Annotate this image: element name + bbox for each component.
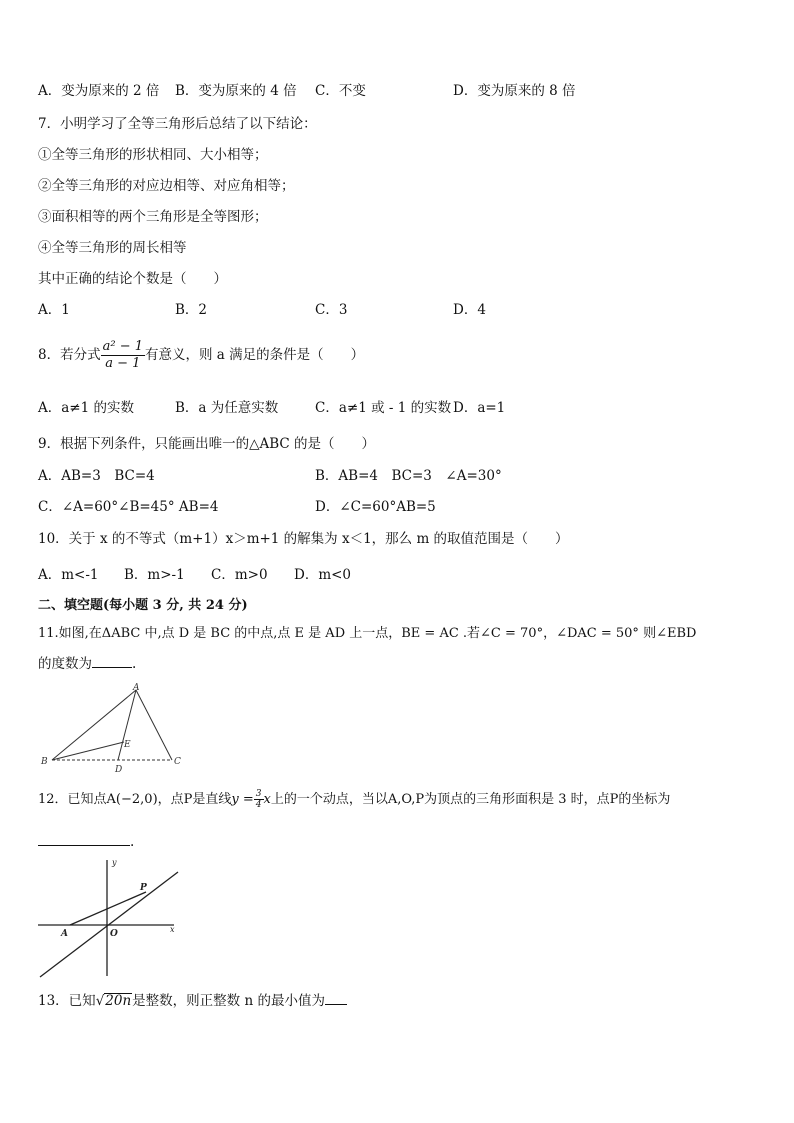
q7-option-a: A．1 (38, 302, 70, 318)
q8-suffix: 有意义，则 a 满足的条件是（ ） (144, 347, 365, 363)
q12-slope-numerator: 3 (255, 789, 262, 799)
q7-question: 其中正确的结论个数是（ ） (38, 271, 227, 287)
q11-label-e: E (124, 740, 131, 750)
q8-stem (38, 333, 364, 377)
q12-label-y: y (112, 858, 117, 867)
q12-answer-blank (38, 845, 130, 846)
q9-option-a: A．AB=3 BC=4 (38, 468, 155, 484)
q11-label-b: B (41, 757, 48, 767)
q8-fraction-denominator: a − 1 (105, 356, 141, 371)
q13-answer-blank (325, 1004, 347, 1005)
q8-option-d: D．a=1 (453, 400, 506, 416)
q7-statement-4: ④全等三角形的周长相等 (38, 240, 187, 256)
q12-label-x: x (170, 925, 175, 934)
q13-radicand: 20n (105, 993, 132, 1009)
q12-label-p: P (140, 883, 147, 893)
q6-option-b: B．变为原来的 4 倍 (175, 83, 297, 99)
q12-line2 (38, 833, 134, 851)
q8-fraction (101, 339, 145, 372)
q12-label-o: O (110, 929, 118, 939)
q11-label-a: A (133, 683, 140, 693)
q12-part2: 上的一个动点，当以A,O,P为顶点的三角形面积是 3 时，点P的坐标为 (270, 792, 671, 807)
q6-option-c: C．不变 (315, 83, 366, 99)
q8-option-c: C．a≠1 或 - 1 的实数 (315, 400, 452, 416)
q11-label-d: D (115, 765, 123, 774)
q11-triangle-figure (38, 682, 188, 774)
q6-option-a: A．变为原来的 2 倍 (38, 83, 160, 99)
q13-prefix: 13．已知 (38, 993, 96, 1009)
q12-line1 (38, 783, 670, 817)
q8-fraction-numerator: a² − 1 (102, 339, 143, 354)
q9-option-b: B．AB=4 BC=3 ∠A=30° (315, 468, 502, 484)
section-heading-fill-in: 二、填空题(每小题 3 分, 共 24 分) (38, 598, 248, 613)
q7-statement-1: ①全等三角形的形状相同、大小相等； (38, 147, 268, 163)
q7-option-b: B．2 (175, 302, 208, 318)
q11-line2-text: 的度数为 (38, 656, 92, 672)
q10-option-a: A．m<-1 (38, 567, 99, 583)
q10-option-c: C．m>0 (211, 567, 268, 583)
q11-line1: 11.如图,在ΔABC 中,点 D 是 BC 的中点,点 E 是 AD 上一点，BE = AC .若∠C = 70°，∠DAC = 50° 则∠EBD (38, 626, 697, 641)
q12-label-a: A (61, 929, 68, 939)
q11-line2-end: . (132, 656, 137, 672)
q11-answer-blank (92, 667, 132, 668)
q8-prefix: 8．若分式 (38, 347, 101, 363)
q12-x-var: x (263, 792, 271, 807)
q10-option-b: B．m>-1 (124, 567, 185, 583)
q10-option-d: D．m<0 (294, 567, 352, 583)
q12-line2-end: . (130, 834, 135, 850)
q7-option-d: D．4 (453, 302, 486, 318)
q7-statement-3: ③面积相等的两个三角形是全等图形； (38, 209, 268, 225)
q12-coordinate-figure (36, 856, 186, 980)
radical-sign-icon: √ (95, 993, 105, 1009)
q9-option-d: D．∠C=60°AB=5 (315, 499, 436, 515)
q12-y-eq: y = (231, 792, 254, 807)
q12-part1: 12．已知点A(−2,0)，点P是直线 (38, 792, 232, 807)
q11-line2 (38, 655, 136, 673)
q9-option-c: C．∠A=60°∠B=45° AB=4 (38, 499, 219, 515)
q12-slope-denominator: 4 (255, 800, 262, 810)
q8-option-a: A．a≠1 的实数 (38, 400, 134, 416)
q7-stem: 7．小明学习了全等三角形后总结了以下结论： (38, 116, 317, 132)
q13-suffix: 是整数，则正整数 n 的最小值为 (132, 993, 325, 1009)
q7-statement-2: ②全等三角形的对应边相等、对应角相等； (38, 178, 295, 194)
q9-stem: 9．根据下列条件，只能画出唯一的△ABC 的是（ ） (38, 436, 376, 452)
q12-slope-fraction (254, 789, 264, 810)
q8-option-b: B．a 为任意实数 (175, 400, 279, 416)
q7-option-c: C．3 (315, 302, 348, 318)
q13-line (38, 992, 347, 1010)
q11-segment-ac (136, 690, 172, 760)
q11-label-c: C (174, 757, 181, 767)
q12-segment-ap (70, 892, 146, 925)
q10-stem: 10．关于 x 的不等式（m+1）x＞m+1 的解集为 x＜1，那么 m 的取值范围是（ ） (38, 531, 569, 547)
q6-option-d: D．变为原来的 8 倍 (453, 83, 576, 99)
